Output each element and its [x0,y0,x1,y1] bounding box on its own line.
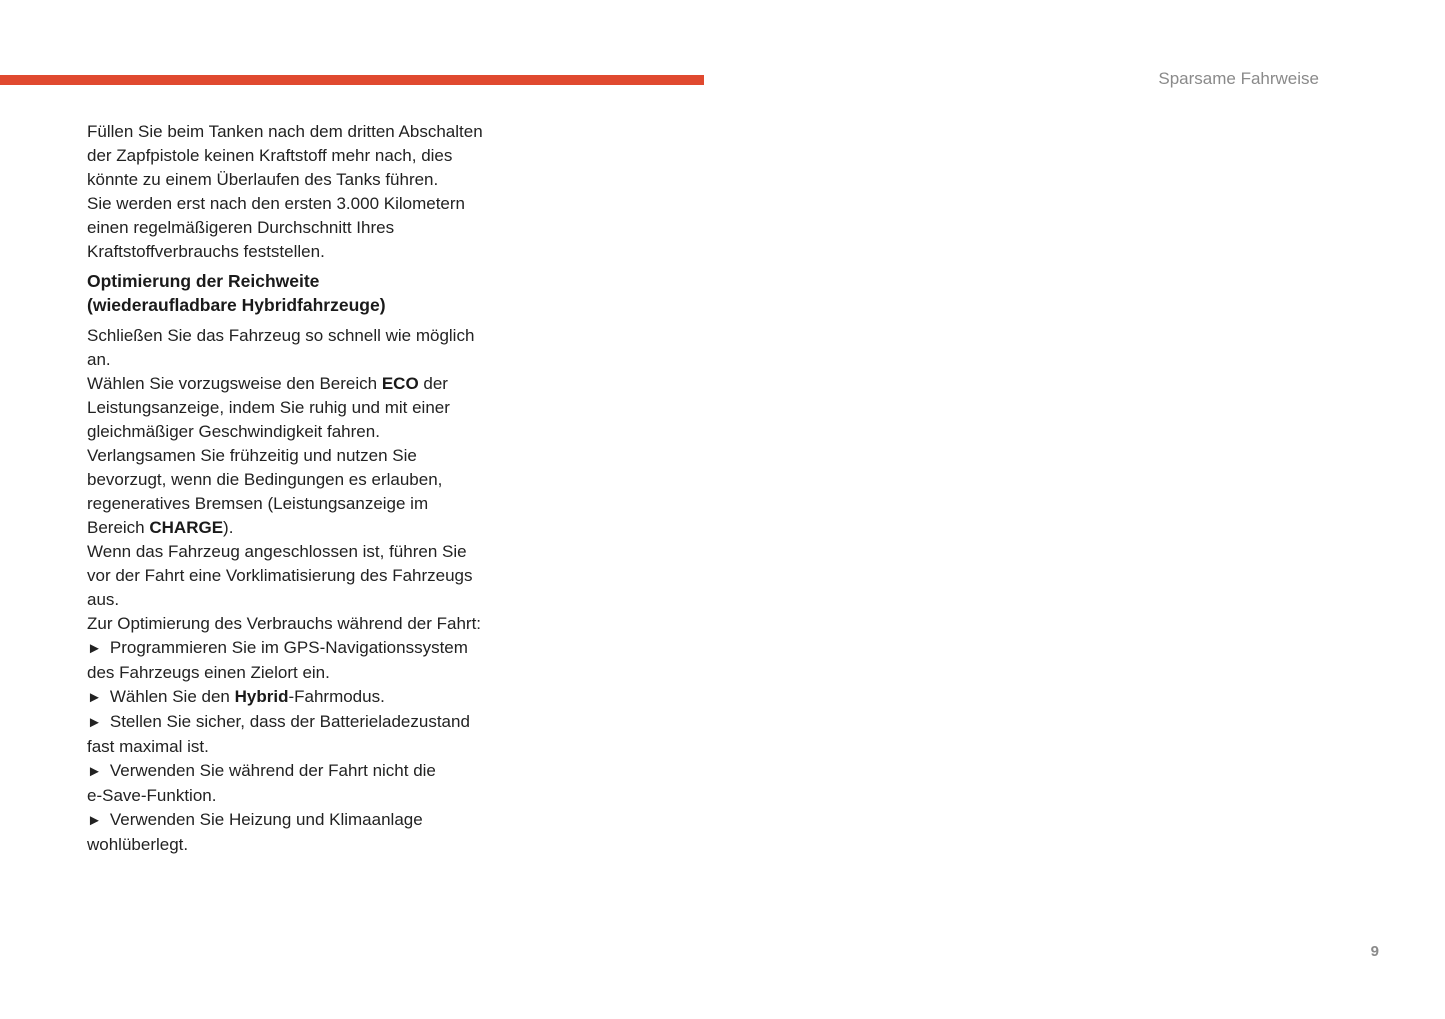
bullet-item [87,636,487,661]
text-run: der [418,374,448,393]
arrow-bullet-icon: ► [87,640,102,657]
body-line: Verlangsamen Sie frühzeitig und nutzen Sie [87,446,417,465]
text-run: Stellen Sie sicher, dass der Batterieladezustand [109,712,470,731]
text-run: -Fahrmodus. [288,687,385,706]
bullet-item [87,685,487,710]
bullet-item [87,759,487,784]
text-run: Wählen Sie den [109,687,235,706]
arrow-bullet-icon: ► [87,763,102,780]
body-line: an. [87,350,111,369]
intro-line: Kraftstoffverbrauchs feststellen. [87,242,325,261]
header-accent-bar [0,75,704,85]
bullet-item [87,808,487,833]
text-run: Verwenden Sie während der Fahrt nicht die [109,761,436,780]
intro-line: der Zapfpistole keinen Kraftstoff mehr nach, dies [87,146,453,165]
text-run: Wählen Sie vorzugsweise den Bereich [87,374,382,393]
main-content [87,120,487,857]
body-line: Schließen Sie das Fahrzeug so schnell wie möglich [87,326,475,345]
bullet-continuation: e-Save-Funktion. [87,786,217,805]
body-line: aus. [87,590,120,609]
body-line: gleichmäßiger Geschwindigkeit fahren. [87,422,380,441]
body-line: regeneratives Bremsen (Leistungsanzeige im [87,494,429,513]
arrow-bullet-icon: ► [87,714,102,731]
heading-line-2: (wiederaufladbare Hybridfahrzeuge) [87,295,386,315]
bullet-continuation: wohlüberlegt. [87,835,189,854]
body-line [87,516,487,540]
bullet-continuation: fast maximal ist. [87,737,209,756]
body-line: bevorzugt, wenn die Bedingungen es erlauben, [87,470,443,489]
section-heading [87,269,487,317]
body-line: Zur Optimierung des Verbrauchs während der Fahrt: [87,614,482,633]
text-run: Bereich [87,518,150,537]
bullet-continuation: des Fahrzeugs einen Zielort ein. [87,663,330,682]
arrow-bullet-icon: ► [87,689,102,706]
eco-keyword: ECO [381,374,419,393]
body-line: Leistungsanzeige, indem Sie ruhig und mit einer [87,398,450,417]
arrow-bullet-icon: ► [87,812,102,829]
intro-line: Sie werden erst nach den ersten 3.000 Kilometern [87,194,466,213]
text-run: ). [223,518,234,537]
page-number: 9 [1370,943,1379,960]
text-run: Verwenden Sie Heizung und Klimaanlage [109,810,423,829]
section-title: Sparsame Fahrweise [1158,69,1319,88]
intro-line: könnte zu einem Überlaufen des Tanks führen. [87,170,439,189]
intro-line: einen regelmäßigeren Durchschnitt Ihres [87,218,395,237]
bullet-item [87,710,487,735]
body-line: vor der Fahrt eine Vorklimatisierung des Fahrzeugs [87,566,473,585]
hybrid-keyword: Hybrid [234,687,289,706]
text-run: Programmieren Sie im GPS-Navigationssystem [109,638,468,657]
body-line [87,372,487,396]
heading-line-1: Optimierung der Reichweite [87,271,320,291]
intro-line: Füllen Sie beim Tanken nach dem dritten Abschalten [87,122,483,141]
charge-keyword: CHARGE [149,518,224,537]
body-line: Wenn das Fahrzeug angeschlossen ist, führen Sie [87,542,467,561]
